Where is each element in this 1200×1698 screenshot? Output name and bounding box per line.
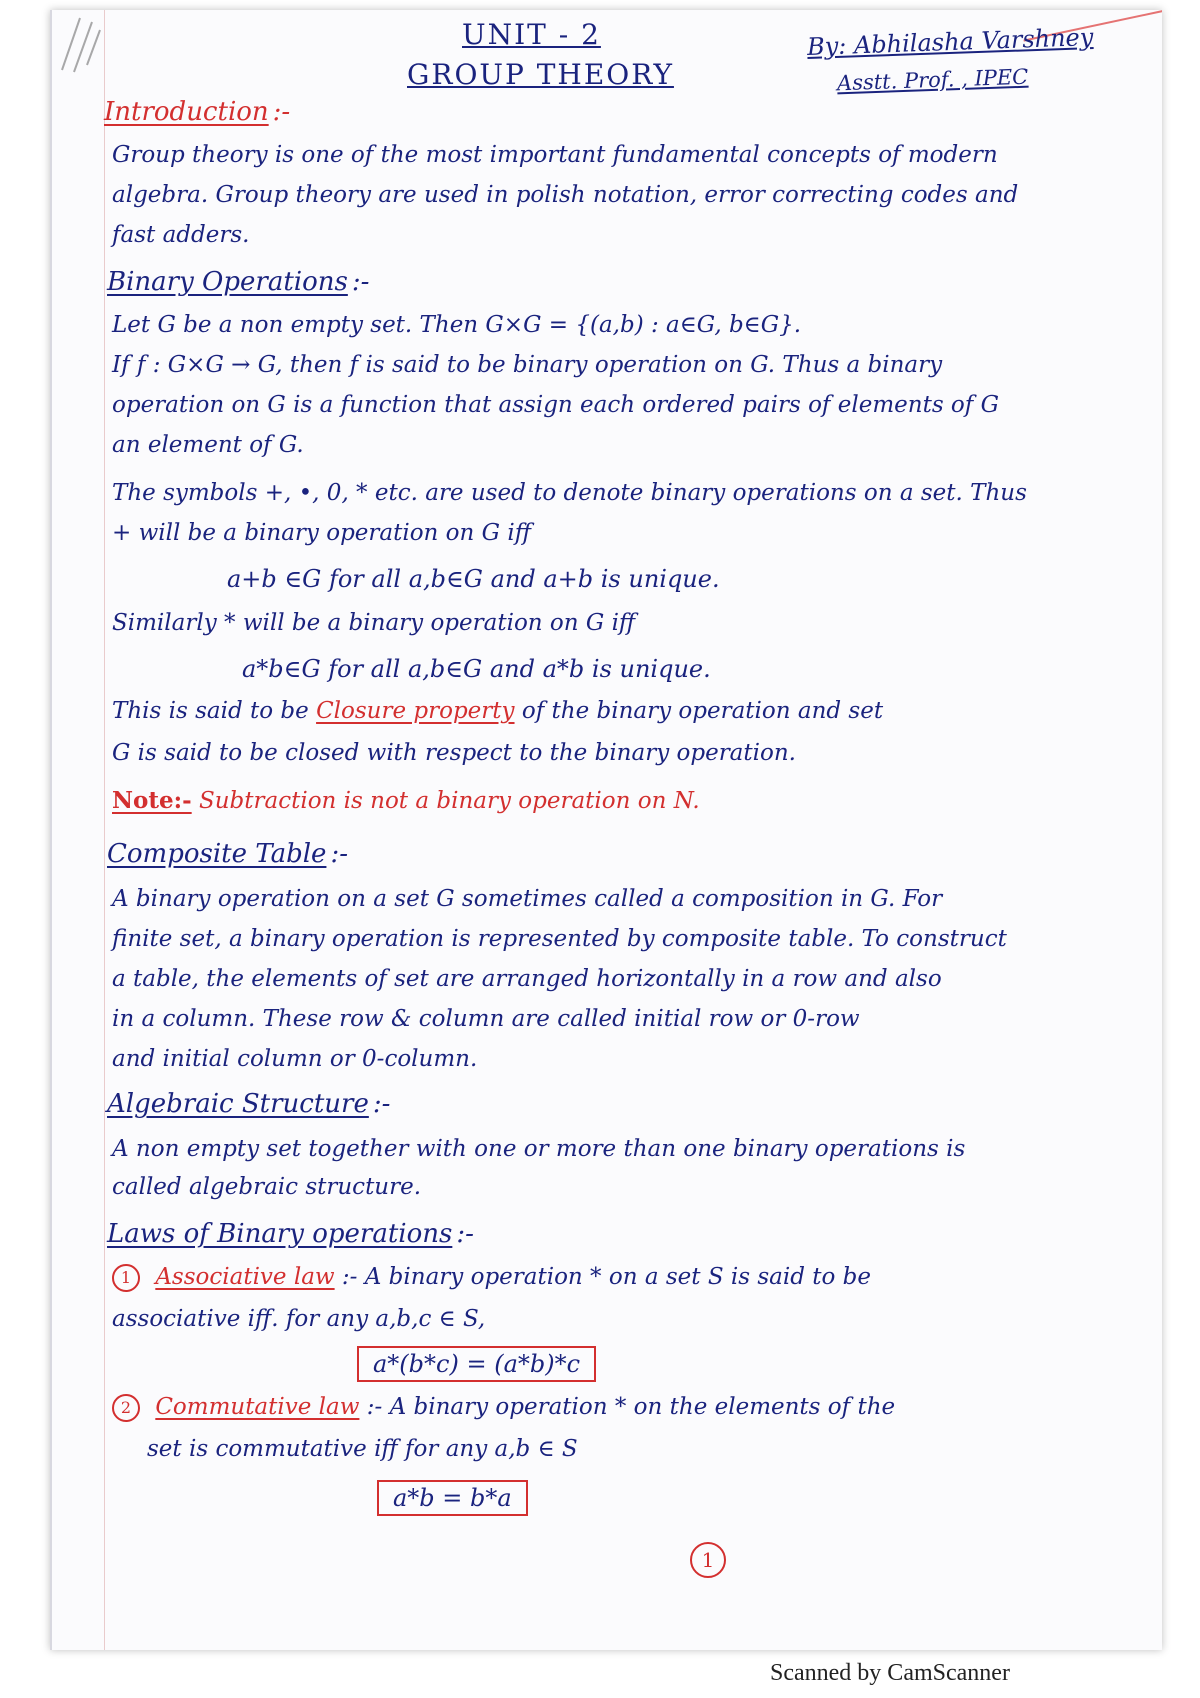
commutative-law-text: A binary operation * on the elements of the [389,1394,896,1420]
algebraic-structure-line-2: called algebraic structure. [112,1174,422,1200]
algebraic-structure-heading [107,1088,390,1120]
commutative-law-line-2: set is commutative iff for any a,b ∈ S [147,1436,578,1462]
subtraction-note [112,786,1132,816]
author-designation: Asstt. Prof. , IPEC [836,64,1029,96]
closure-text-before: This is said to be [112,698,309,724]
binary-operations-line-1: Let G be a non empty set. Then G×G = {(a,b) : a∈G, b∈G}. [112,312,802,338]
laws-heading-text: Laws of Binary operations [107,1219,453,1249]
associative-formula: a*(b*c) = (a*b)*c [357,1346,596,1382]
laws-heading [107,1218,474,1250]
composite-table-line-2: finite set, a binary operation is represented by composite table. To construct [112,926,1007,952]
associative-law-colon: :- [341,1264,358,1290]
binary-operations-line-5: The symbols +, •, 0, * etc. are used to denote binary operations on a set. Thus [112,480,1027,506]
composite-table-heading-text: Composite Table [107,839,327,869]
laws-heading-colon: :- [456,1219,474,1249]
commutative-formula-box [377,1480,528,1516]
composite-table-line-5: and initial column or 0-column. [112,1046,478,1072]
associative-number-badge: 1 [112,1264,140,1292]
introduction-heading [104,96,290,128]
associative-law-line [112,1262,1132,1292]
commutative-formula: a*b = b*a [377,1480,528,1516]
page-number-badge: 1 [690,1542,726,1578]
introduction-line-1: Group theory is one of the most important fundamental concepts of modern [112,142,998,168]
plus-closure-condition: a+b ∈G for all a,b∈G and a+b is unique. [227,565,720,593]
associative-law-line-2: associative iff. for any a,b,c ∈ S, [112,1306,486,1332]
unit-title: UNIT - 2 [462,18,601,51]
associative-law-label: Associative law [155,1264,335,1290]
binary-operations-line-4: an element of G. [112,432,304,458]
closure-property-line-2: G is said to be closed with respect to the binary operation. [112,740,796,766]
binary-operations-line-6: + will be a binary operation on G iff [112,520,531,546]
composite-table-line-1: A binary operation on a set G sometimes called a composition in G. For [112,886,943,912]
binary-operations-heading-text: Binary Operations [107,267,348,297]
introduction-line-3: fast adders. [112,222,250,248]
commutative-law-label: Commutative law [155,1394,360,1420]
closure-text-after: of the binary operation and set [521,698,884,724]
composite-table-line-3: a table, the elements of set are arranged horizontally in a row and also [112,966,942,992]
note-label: Note:- [112,787,192,814]
composite-table-heading [107,838,348,870]
author-name: By: Abhilasha Varshney [806,23,1094,61]
star-closure-condition: a*b∈G for all a,b∈G and a*b is unique. [242,655,711,683]
algebraic-structure-line-1: A non empty set together with one or more than one binary operations is [112,1136,966,1162]
composite-table-heading-colon: :- [330,839,348,869]
page-title: GROUP THEORY [407,58,674,91]
closure-property-term: Closure property [316,698,515,724]
composite-table-line-4: in a column. These row & column are called initial row or 0-row [112,1006,860,1032]
binary-operations-line-3: operation on G is a function that assign each ordered pairs of elements of G [112,392,999,418]
scanner-watermark: Scanned by CamScanner [770,1660,1010,1686]
commutative-law-line [112,1392,1132,1422]
commutative-law-colon: :- [366,1394,383,1420]
introduction-line-2: algebra. Group theory are used in polish notation, error correcting codes and [112,182,1019,208]
algebraic-structure-heading-colon: :- [372,1089,391,1119]
note-text: Subtraction is not a binary operation on N. [198,788,700,814]
introduction-heading-colon: :- [272,97,291,127]
notebook-page [50,10,1162,1650]
associative-law-text: A binary operation * on a set S is said to be [364,1264,872,1290]
binary-operations-line-2: If f : G×G → G, then f is said to be binary operation on G. Thus a binary [112,352,943,378]
corner-scribble [52,10,142,80]
star-operation-intro: Similarly * will be a binary operation on G iff [112,610,636,636]
margin-line [104,10,105,1650]
commutative-number-badge: 2 [112,1394,140,1422]
binary-operations-heading-colon: :- [351,267,370,297]
binary-operations-heading [107,266,369,298]
closure-property-line [112,696,1132,726]
algebraic-structure-heading-text: Algebraic Structure [107,1089,369,1119]
associative-formula-box [357,1346,596,1382]
introduction-heading-text: Introduction [104,97,269,127]
